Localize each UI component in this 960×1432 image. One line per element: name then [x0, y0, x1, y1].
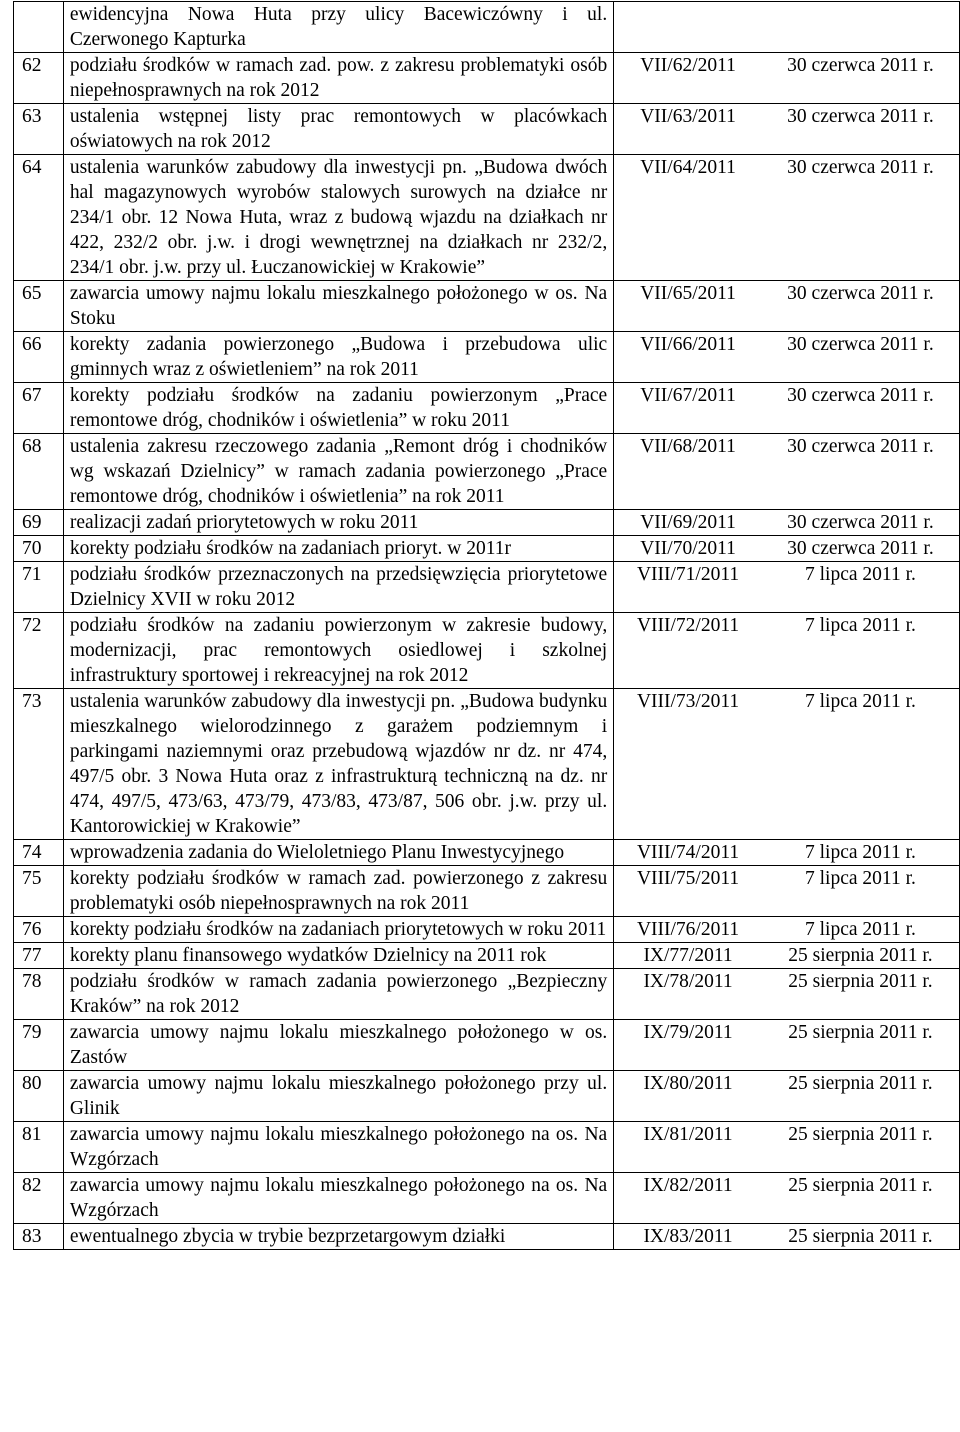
resolution-subject: podziału środków w ramach zad. pow. z zakresu problematyki osób niepełnosprawnych na rok 2012 — [63, 53, 613, 104]
resolution-number: IX/78/2011 — [614, 969, 762, 1020]
row-number: 81 — [14, 1122, 64, 1173]
row-number: 67 — [14, 383, 64, 434]
resolution-number: IX/81/2011 — [614, 1122, 762, 1173]
resolution-number: VII/69/2011 — [614, 510, 762, 536]
table-row — [14, 104, 960, 155]
resolution-number: VIII/73/2011 — [614, 689, 762, 840]
resolution-number: VII/66/2011 — [614, 332, 762, 383]
row-number: 66 — [14, 332, 64, 383]
row-number: 74 — [14, 840, 64, 866]
row-number: 63 — [14, 104, 64, 155]
row-number: 73 — [14, 689, 64, 840]
table-row — [14, 155, 960, 281]
resolution-number: VII/67/2011 — [614, 383, 762, 434]
resolution-subject: ewidencyjna Nowa Huta przy ulicy Bacewiczówny i ul. Czerwonego Kapturka — [63, 2, 613, 53]
resolution-subject: realizacji zadań priorytetowych w roku 2011 — [63, 510, 613, 536]
row-number: 75 — [14, 866, 64, 917]
resolution-subject: korekty podziału środków na zadaniach priorytetowych w roku 2011 — [63, 917, 613, 943]
row-number: 76 — [14, 917, 64, 943]
row-number: 77 — [14, 943, 64, 969]
resolution-subject: podziału środków w ramach zadania powierzonego „Bezpieczny Kraków” na rok 2012 — [63, 969, 613, 1020]
resolution-number: VIII/74/2011 — [614, 840, 762, 866]
resolution-date: 25 sierpnia 2011 r. — [762, 943, 960, 969]
table-row — [14, 969, 960, 1020]
resolution-date: 7 lipca 2011 r. — [762, 866, 960, 917]
row-number — [14, 2, 64, 53]
row-number: 78 — [14, 969, 64, 1020]
resolution-subject: korekty podziału środków w ramach zad. powierzonego z zakresu problematyki osób niepełnosprawnych na rok 2011 — [63, 866, 613, 917]
resolution-date: 30 czerwca 2011 r. — [762, 332, 960, 383]
resolution-date: 25 sierpnia 2011 r. — [762, 1224, 960, 1250]
resolution-date: 30 czerwca 2011 r. — [762, 510, 960, 536]
row-number: 72 — [14, 613, 64, 689]
table-row — [14, 1071, 960, 1122]
resolution-subject: korekty podziału środków na zadaniu powierzonym „Prace remontowe dróg, chodników i oświetlenia” w roku 2011 — [63, 383, 613, 434]
resolution-subject: podziału środków przeznaczonych na przedsięwzięcia priorytetowe Dzielnicy XVII w roku 2012 — [63, 562, 613, 613]
row-number: 64 — [14, 155, 64, 281]
resolution-date: 7 lipca 2011 r. — [762, 917, 960, 943]
resolution-number: IX/82/2011 — [614, 1173, 762, 1224]
row-number: 68 — [14, 434, 64, 510]
table-row — [14, 866, 960, 917]
resolution-number: VIII/71/2011 — [614, 562, 762, 613]
resolution-date — [762, 2, 960, 53]
table-row — [14, 1020, 960, 1071]
resolution-subject: korekty podziału środków na zadaniach prioryt. w 2011r — [63, 536, 613, 562]
row-number: 80 — [14, 1071, 64, 1122]
row-number: 82 — [14, 1173, 64, 1224]
resolution-subject: zawarcia umowy najmu lokalu mieszkalnego położonego w os. Zastów — [63, 1020, 613, 1071]
resolution-subject: ustalenia warunków zabudowy dla inwestycji pn. „Budowa budynku mieszkalnego wielorodzinnego z garażem podziemnym i parkingami naziemnymi oraz przebudową wjazdów nr dz. nr 474, 497/5 obr. 3 Nowa Huta oraz z infrastrukturą techniczną na dz. nr 474, 497/5, 473/63, 473/79, 473/83, 473/87, 506 obr. j.w. przy ul. Kantorowickiej w Krakowie” — [63, 689, 613, 840]
table-row — [14, 613, 960, 689]
table-row — [14, 53, 960, 104]
table-row — [14, 1173, 960, 1224]
resolution-number: VII/64/2011 — [614, 155, 762, 281]
resolution-number: VII/62/2011 — [614, 53, 762, 104]
table-row — [14, 689, 960, 840]
resolution-subject: ewentualnego zbycia w trybie bezprzetargowym działki — [63, 1224, 613, 1250]
table-row — [14, 562, 960, 613]
row-number: 62 — [14, 53, 64, 104]
resolution-date: 30 czerwca 2011 r. — [762, 53, 960, 104]
resolution-date: 25 sierpnia 2011 r. — [762, 1122, 960, 1173]
row-number: 65 — [14, 281, 64, 332]
resolution-number: VII/63/2011 — [614, 104, 762, 155]
resolution-date: 7 lipca 2011 r. — [762, 562, 960, 613]
resolution-date: 25 sierpnia 2011 r. — [762, 1020, 960, 1071]
resolution-date: 30 czerwca 2011 r. — [762, 383, 960, 434]
resolution-subject: korekty zadania powierzonego „Budowa i przebudowa ulic gminnych wraz z oświetleniem” na rok 2011 — [63, 332, 613, 383]
resolution-date: 7 lipca 2011 r. — [762, 613, 960, 689]
resolution-number: VIII/76/2011 — [614, 917, 762, 943]
table-row — [14, 943, 960, 969]
table-row — [14, 536, 960, 562]
resolution-date: 30 czerwca 2011 r. — [762, 434, 960, 510]
resolution-number — [614, 2, 762, 53]
resolution-subject: zawarcia umowy najmu lokalu mieszkalnego położonego w os. Na Stoku — [63, 281, 613, 332]
table-row — [14, 1224, 960, 1250]
resolution-number: VIII/75/2011 — [614, 866, 762, 917]
resolution-date: 7 lipca 2011 r. — [762, 840, 960, 866]
resolution-date: 25 sierpnia 2011 r. — [762, 969, 960, 1020]
resolution-subject: ustalenia wstępnej listy prac remontowych w placówkach oświatowych na rok 2012 — [63, 104, 613, 155]
resolution-date: 30 czerwca 2011 r. — [762, 155, 960, 281]
row-number: 69 — [14, 510, 64, 536]
resolution-subject: zawarcia umowy najmu lokalu mieszkalnego położonego przy ul. Glinik — [63, 1071, 613, 1122]
table-row — [14, 332, 960, 383]
table-row — [14, 2, 960, 53]
resolution-date: 30 czerwca 2011 r. — [762, 536, 960, 562]
resolution-subject: zawarcia umowy najmu lokalu mieszkalnego położonego na os. Na Wzgórzach — [63, 1173, 613, 1224]
resolution-subject: zawarcia umowy najmu lokalu mieszkalnego położonego na os. Na Wzgórzach — [63, 1122, 613, 1173]
resolution-date: 30 czerwca 2011 r. — [762, 104, 960, 155]
resolution-subject: wprowadzenia zadania do Wieloletniego Planu Inwestycyjnego — [63, 840, 613, 866]
resolution-number: IX/80/2011 — [614, 1071, 762, 1122]
resolution-subject: korekty planu finansowego wydatków Dzielnicy na 2011 rok — [63, 943, 613, 969]
resolution-date: 25 sierpnia 2011 r. — [762, 1071, 960, 1122]
resolution-number: VIII/72/2011 — [614, 613, 762, 689]
table-row — [14, 434, 960, 510]
resolution-number: IX/79/2011 — [614, 1020, 762, 1071]
resolution-subject: ustalenia warunków zabudowy dla inwestycji pn. „Budowa dwóch hal magazynowych wyrobów stalowych surowych na działce nr 234/1 obr. 12 Nowa Huta, wraz z budową wjazdu na działkach nr 422, 232/2 obr. j.w. i drogi wewnętrznej na działkach nr 232/2, 234/1 obr. j.w. przy ul. Łuczanowickiej w Krakowie” — [63, 155, 613, 281]
resolution-number: VII/65/2011 — [614, 281, 762, 332]
resolution-number: IX/83/2011 — [614, 1224, 762, 1250]
resolution-date: 25 sierpnia 2011 r. — [762, 1173, 960, 1224]
resolution-date: 7 lipca 2011 r. — [762, 689, 960, 840]
resolutions-table — [13, 1, 960, 1250]
resolutions-table-body — [14, 2, 960, 1250]
table-row — [14, 383, 960, 434]
table-row — [14, 917, 960, 943]
table-row — [14, 840, 960, 866]
row-number: 71 — [14, 562, 64, 613]
row-number: 83 — [14, 1224, 64, 1250]
resolution-subject: ustalenia zakresu rzeczowego zadania „Remont dróg i chodników wg wskazań Dzielnicy” w ramach zadania powierzonego „Prace remontowe dróg, chodników i oświetlenia” na rok 2011 — [63, 434, 613, 510]
row-number: 79 — [14, 1020, 64, 1071]
resolution-number: VII/70/2011 — [614, 536, 762, 562]
resolution-number: VII/68/2011 — [614, 434, 762, 510]
resolution-date: 30 czerwca 2011 r. — [762, 281, 960, 332]
resolution-subject: podziału środków na zadaniu powierzonym w zakresie budowy, modernizacji, prac remontowych osiedlowej i szkolnej infrastruktury sportowej i rekreacyjnej na rok 2012 — [63, 613, 613, 689]
row-number: 70 — [14, 536, 64, 562]
table-row — [14, 281, 960, 332]
table-row — [14, 1122, 960, 1173]
table-row — [14, 510, 960, 536]
resolution-number: IX/77/2011 — [614, 943, 762, 969]
